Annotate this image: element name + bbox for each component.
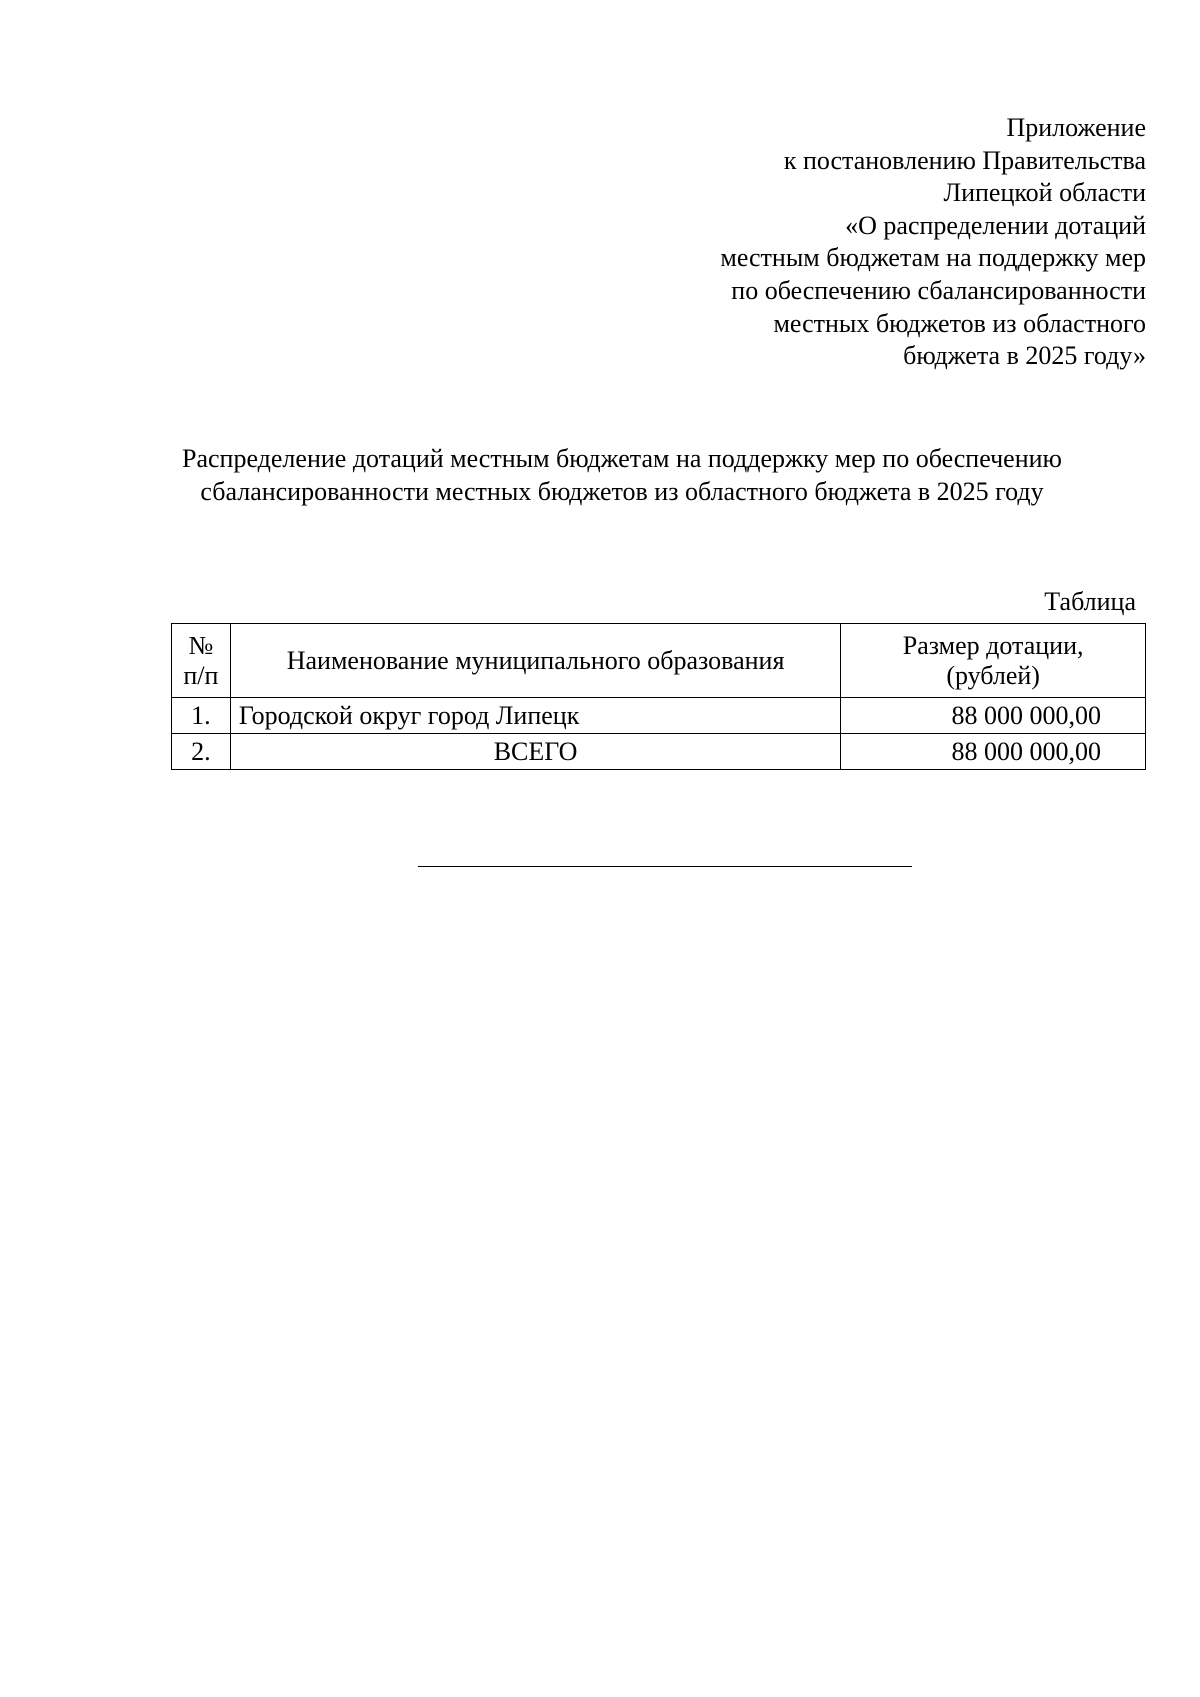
table-row-total <box>172 734 1146 770</box>
row-num: 2. <box>172 734 231 770</box>
row-num: 1. <box>172 698 231 734</box>
distribution-table <box>171 623 1146 770</box>
document-title <box>172 442 1072 508</box>
appendix-line: Приложение <box>1006 113 1146 142</box>
table-caption: Таблица <box>1044 587 1136 616</box>
appendix-line: к постановлению Правительства <box>783 145 1146 175</box>
end-separator-line <box>418 866 912 867</box>
appendix-line: местных бюджетов из областного <box>773 308 1146 338</box>
row-name: ВСЕГО <box>230 734 840 770</box>
header-num-line: п/п <box>183 660 219 690</box>
appendix-line: «О распределении дотаций <box>845 210 1146 240</box>
table-row <box>172 698 1146 734</box>
appendix-header <box>446 112 1146 373</box>
appendix-line: бюджета в 2025 году» <box>903 341 1146 371</box>
document-title-line: Распределение дотаций местным бюджетам на поддержку мер по обеспечению <box>182 444 1062 473</box>
header-name: Наименование муниципального образования <box>230 624 840 698</box>
document-title-line: сбалансированности местных бюджетов из областного бюджета в 2025 году <box>200 477 1044 506</box>
row-amount: 88 000 000,00 <box>841 698 1146 734</box>
header-num-line: № <box>188 630 214 660</box>
appendix-line: местным бюджетам на поддержку мер <box>720 243 1146 273</box>
header-amount-line: (рублей) <box>946 660 1040 690</box>
header-amount <box>841 624 1146 698</box>
appendix-line: по обеспечению сбалансированности <box>731 275 1146 305</box>
header-num <box>172 624 231 698</box>
header-amount-line: Размер дотации, <box>902 630 1084 660</box>
row-name: Городской округ город Липецк <box>230 698 840 734</box>
row-amount: 88 000 000,00 <box>841 734 1146 770</box>
table-header-row <box>172 624 1146 698</box>
appendix-line: Липецкой области <box>943 178 1146 208</box>
